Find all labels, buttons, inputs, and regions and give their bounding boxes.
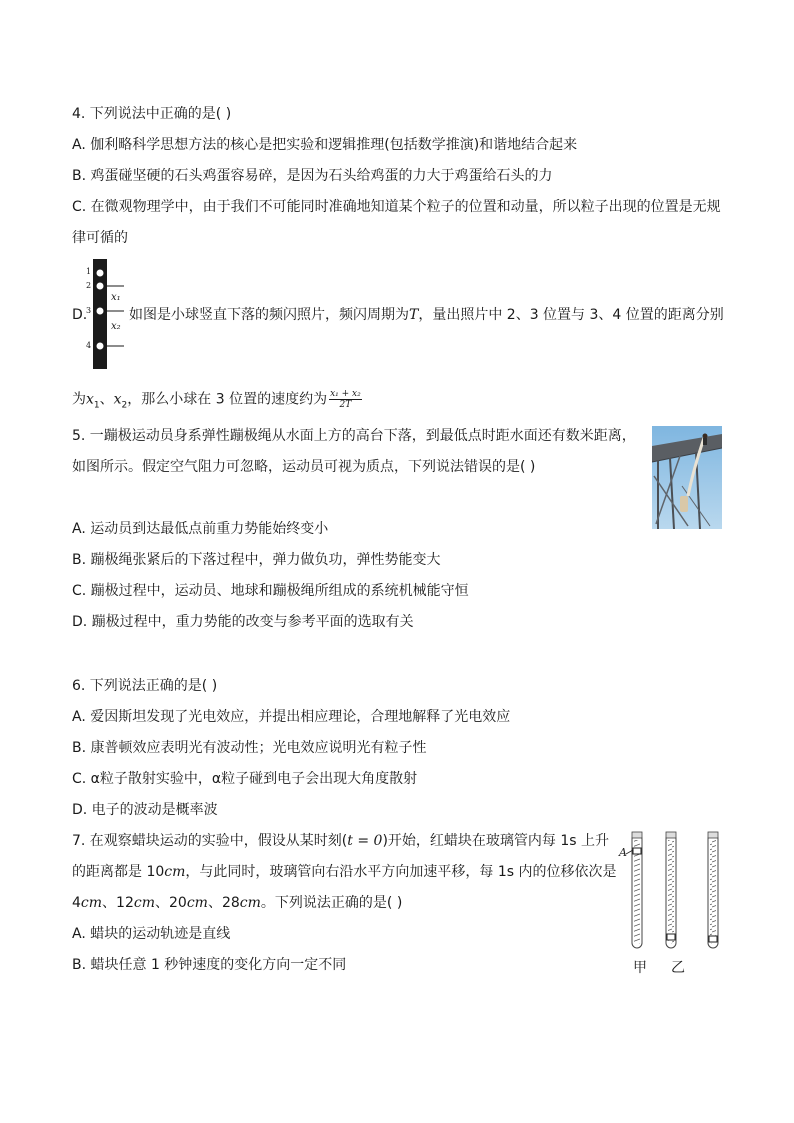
q4-option-d-line1: 如图是小球竖直下落的频闪照片，频闪周期为T，量出照片中 2、3 位置与 3、4 位置的距离分别 [129, 307, 724, 323]
bungee-photo [652, 426, 722, 529]
q4-option-a: A. 伽利略科学思想方法的核心是把实验和逻辑推理(包括数学推演)和谐地结合起来 [72, 137, 578, 153]
q5-option-d: D. 蹦极过程中，重力势能的改变与参考平面的选取有关 [72, 614, 414, 630]
strobe-label-2: 2 [86, 281, 92, 290]
glass-tube-figure [616, 828, 726, 954]
q6-stem: 6. 下列说法正确的是( ) [72, 678, 218, 694]
q7-option-a: A. 蜡块的运动轨迹是直线 [72, 926, 231, 942]
wax-block-tube-2 [667, 934, 675, 940]
tube-label-yi: 乙 [671, 960, 685, 976]
ball-position-1 [97, 270, 104, 277]
q7-stem-line2: 的距离都是 10cm，与此同时，玻璃管向右沿水平方向加速平移，每 1s 内的位移依次是 [72, 864, 617, 880]
q4-stem: 4. 下列说法中正确的是( ) [72, 106, 232, 122]
strobe-label-3: 3 [86, 306, 92, 315]
strobe-label-x1: x₁ [111, 292, 121, 303]
q4-option-b: B. 鸡蛋碰坚硬的石头鸡蛋容易碎，是因为石头给鸡蛋的力大于鸡蛋给石头的力 [72, 168, 553, 184]
ball-position-4 [97, 343, 104, 350]
q5-stem-line1: 5. 一蹦极运动员身系弹性蹦极绳从水面上方的高台下落，到最低点时距水面还有数米距离， [72, 428, 636, 444]
q5-stem-line2: 如图所示。假定空气阻力可忽略，运动员可视为质点，下列说法错误的是( ) [72, 459, 536, 475]
velocity-fraction: $\frac{\text{x₁ + x₂}}{2T}$ [330, 389, 361, 410]
strobe-label-4: 4 [86, 341, 92, 350]
tube-label-a: A [619, 846, 627, 859]
q7-stem-line1: 7. 在观察蜡块运动的实验中，假设从某时刻(t = 0)开始，红蜡块在玻璃管内每 1s 上升 [72, 833, 610, 849]
q6-option-c: C. α粒子散射实验中，α粒子碰到电子会出现大角度散射 [72, 771, 418, 787]
q5-option-a: A. 运动员到达最低点前重力势能始终变小 [72, 521, 329, 537]
q7-stem-line3: 4cm、12cm、20cm、28cm。下列说法正确的是( ) [72, 895, 403, 911]
ball-position-3 [97, 308, 104, 315]
wax-block-tube-3 [709, 936, 717, 942]
wax-block-tube-1 [633, 848, 641, 854]
strobe-label-x2: x₂ [111, 321, 121, 332]
q4-option-c-line2: 律可循的 [72, 230, 128, 246]
q5-option-c: C. 蹦极过程中，运动员、地球和蹦极绳所组成的系统机械能守恒 [72, 583, 469, 599]
q4-option-d-label: D. [72, 307, 88, 323]
tube-label-jia: 甲 [633, 960, 647, 976]
strobe-label-1: 1 [86, 267, 92, 276]
ball-position-2 [97, 283, 104, 290]
q4-option-c-line1: C. 在微观物理学中，由于我们不可能同时准确地知道某个粒子的位置和动量，所以粒子出现的位置是无规 [72, 199, 721, 215]
q6-option-b: B. 康普顿效应表明光有波动性；光电效应说明光有粒子性 [72, 740, 427, 756]
q6-option-a: A. 爱因斯坦发现了光电效应，并提出相应理论，合理地解释了光电效应 [72, 709, 511, 725]
q4-option-d-line2: 为$x_1$、$x_2$，那么小球在 3 位置的速度约为 $\frac{\text{x₁ + x₂}}{2T}$ [72, 389, 361, 411]
q7-option-b: B. 蜡块任意 1 秒钟速度的变化方向一定不同 [72, 957, 347, 973]
q5-option-b: B. 蹦极绳张紧后的下落过程中，弹力做负功，弹性势能变大 [72, 552, 441, 568]
q6-option-d: D. 电子的波动是概率波 [72, 802, 218, 818]
